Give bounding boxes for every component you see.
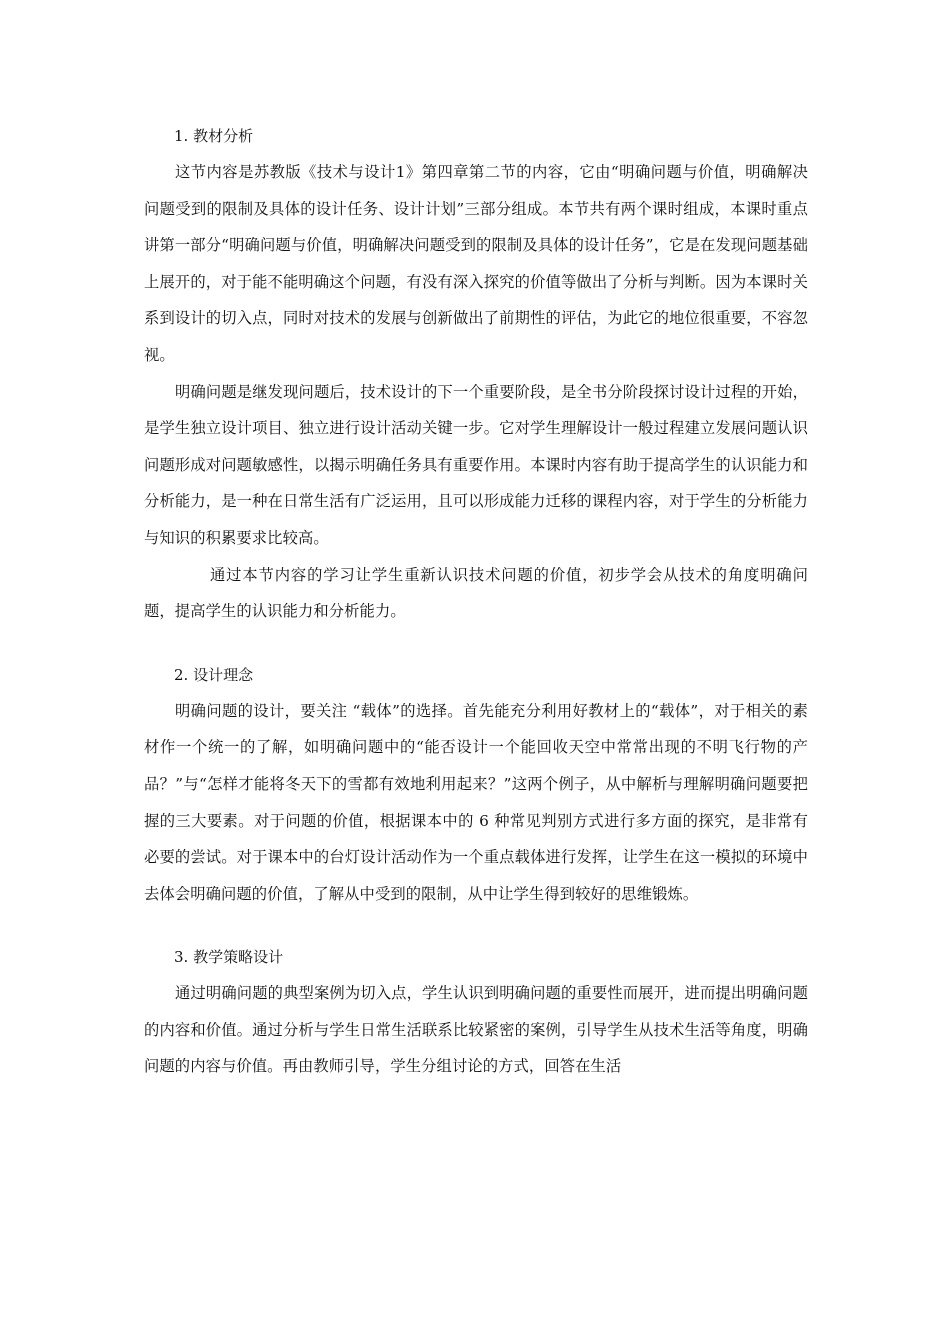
paragraph-material-2: 明确问题是继发现问题后，技术设计的下一个重要阶段，是全书分阶段探讨设计过程的开始，是学生独立设计项目、独立进行设计活动关键一步。它对学生理解设计一般过程建立发展问题认识问题形成对问题敏感性，以揭示明确任务具有重要作用。本课时内容有助于提高学生的认识能力和分析能力，是一种在日常生活有广泛运用，且可以形成能力迁移的课程内容，对于学生的分析能力与知识的积累要求比较高。: [144, 382, 808, 547]
section-gap: [144, 912, 808, 939]
section-heading-design-concept: 2. 设计理念: [174, 665, 254, 684]
section-gap: [144, 630, 808, 657]
document-page: [144, 118, 808, 1085]
section-heading-material-analysis: 1. 教材分析: [174, 127, 254, 145]
section-heading-teaching-strategy: 3. 教学策略设计: [174, 948, 284, 967]
paragraph-teaching-strategy: 通过明确问题的典型案例为切入点，学生认识到明确问题的重要性而展开，进而提出明确问题的内容和价值。通过分析与学生日常生活联系比较紧密的案例，引导学生从技术生活等角度，明确问题的内容与价值。再由教师引导，学生分组讨论的方式，回答在生活: [144, 984, 808, 1076]
paragraph-material-1: 这节内容是苏教版《技术与设计1》第四章第二节的内容，它由“明确问题与价值，明确解决问题受到的限制及具体的设计任务、设计计划”三部分组成。本节共有两个课时组成，本课时重点讲第一部分“明确问题与价值，明确解决问题受到的限制及具体的设计任务”，它是在发现问题基础上展开的，对于能不能明确这个问题，有没有深入探究的价值等做出了分析与判断。因为本课时关系到设计的切入点，同时对技术的发展与创新做出了前期性的评估，为此它的地位很重要，不容忽视。: [144, 163, 808, 364]
paragraph-material-3: 通过本节内容的学习让学生重新认识技术问题的价值，初步学会从技术的角度明确问题，提高学生的认识能力和分析能力。: [144, 565, 808, 621]
paragraph-design-concept: 明确问题的设计，要关注 “载体”的选择。首先能充分利用好教材上的“载体”，对于相关的素材作一个统一的了解，如明确问题中的“能否设计一个能回收天空中常常出现的不明飞行物的产品？”与“怎样才能将冬天下的雪都有效地利用起来？”这两个例子，从中解析与理解明确问题要把握的三大要素。对于问题的价值，根据课本中的 6 种常见判别方式进行多方面的探究，是非常有必要的尝试。对于课本中的台灯设计活动作为一个重点载体进行发挥，让学生在这一模拟的环境中去体会明确问题的价值，了解从中受到的限制，从中让学生得到较好的思维锻炼。: [144, 701, 808, 903]
